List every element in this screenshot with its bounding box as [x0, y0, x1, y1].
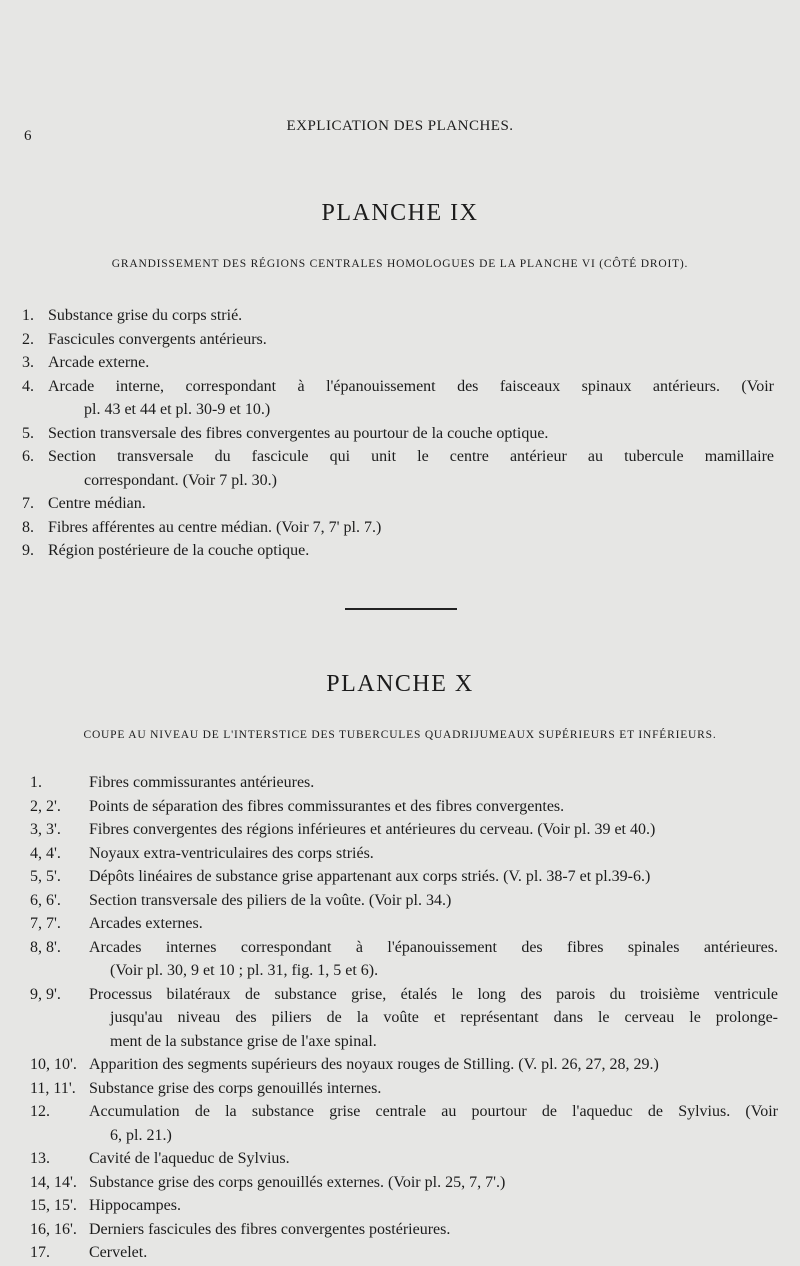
page-number: 6: [24, 128, 32, 144]
item-number: 11, 11'.: [30, 1079, 76, 1097]
item-number: 2.: [22, 330, 34, 348]
list-item: [30, 865, 778, 889]
item-text-line: jusqu'au niveau des piliers de la voûte et représentant dans le cerveau le prolonge-: [110, 1009, 778, 1026]
item-text: [89, 795, 778, 819]
item-text: [89, 818, 778, 842]
list-item: [30, 1077, 778, 1101]
item-number: 1.: [22, 307, 34, 324]
item-text-line: Cavité de l'aqueduc de Sylvius.: [89, 1150, 290, 1167]
item-number: 1.: [30, 774, 42, 791]
list-item: [22, 445, 774, 492]
item-number: 17.: [30, 1244, 50, 1261]
item-number: 9.: [22, 542, 34, 559]
item-text: [48, 516, 774, 540]
list-item: [22, 492, 774, 516]
item-text-line: Fibres convergentes des régions inférieures et antérieures du cerveau. (Voir pl. 39 et 40.): [89, 821, 656, 838]
item-text-line: Substance grise des corps genouillés internes.: [89, 1079, 382, 1097]
item-text-line: Accumulation de la substance grise centrale au pourtour de l'aqueduc de Sylvius. (Voir: [89, 1103, 778, 1120]
item-text: [89, 1171, 778, 1195]
item-number: 8, 8'.: [30, 938, 61, 956]
item-text-line: correspondant. (Voir 7 pl. 30.): [84, 471, 277, 489]
item-number: 4.: [22, 377, 34, 395]
item-text: [48, 492, 774, 516]
list-item: [22, 328, 774, 352]
item-number: 8.: [22, 518, 34, 536]
list-item: [30, 771, 778, 795]
list-item: [30, 842, 778, 866]
item-text-line: Processus bilatéraux de substance grise, étalés le long des parois du troisième ventricule: [89, 985, 778, 1003]
item-text-line: Section transversale des piliers de la voûte. (Voir pl. 34.): [89, 891, 452, 909]
item-text: [48, 422, 774, 446]
item-number: 5, 5'.: [30, 868, 61, 885]
item-text-line: Apparition des segments supérieurs des noyaux rouges de Stilling. (V. pl. 26, 27, 28, 29.): [89, 1056, 659, 1073]
item-number: 15, 15'.: [30, 1197, 77, 1214]
item-text: [89, 912, 778, 936]
item-text-line: Dépôts linéaires de substance grise appartenant aux corps striés. (V. pl. 38-7 et pl.39-6.): [89, 868, 651, 885]
item-number: 7.: [22, 495, 34, 512]
plate-ix-list: [22, 304, 774, 563]
list-item: [30, 912, 778, 936]
plate-x-title: PLANCHE X: [326, 671, 474, 697]
plate-ix-subtitle: GRANDISSEMENT DES RÉGIONS CENTRALES HOMOLOGUES DE LA PLANCHE VI (CÔTÉ DROIT).: [111, 258, 689, 270]
item-text-line: Hippocampes.: [89, 1197, 181, 1214]
plate-x-subtitle: COUPE AU NIVEAU DE L'INTERSTICE DES TUBERCULES QUADRIJUMEAUX SUPÉRIEURS ET INFÉRIEURS.: [83, 729, 717, 741]
item-text: [89, 1077, 778, 1101]
item-text: [89, 771, 778, 795]
list-item: [22, 375, 774, 422]
item-text: [89, 889, 778, 913]
item-text-line: Arcade interne, correspondant à l'épanouissement des faisceaux spinaux antérieurs. (Voir: [48, 377, 774, 395]
item-text-line: pl. 43 et 44 et pl. 30-9 et 10.): [84, 401, 271, 418]
plate-ix-title: PLANCHE IX: [321, 200, 479, 226]
item-text: [89, 983, 778, 1054]
item-text: [48, 328, 774, 352]
item-text-line: Arcades externes.: [89, 915, 203, 932]
item-number: 4, 4'.: [30, 844, 61, 862]
item-text-line: Région postérieure de la couche optique.: [48, 542, 310, 559]
list-item: [30, 1100, 778, 1147]
item-number: 3, 3'.: [30, 821, 61, 838]
item-number: 10, 10'.: [30, 1056, 77, 1073]
list-item: [30, 1241, 778, 1265]
item-number: 2, 2'.: [30, 797, 61, 815]
item-text-line: Section transversale du fascicule qui unit le centre antérieur au tubercule mamillaire: [48, 448, 774, 465]
item-text: [89, 936, 778, 983]
item-text-line: (Voir pl. 30, 9 et 10 ; pl. 31, fig. 1, 5 et 6).: [110, 962, 379, 979]
item-text-line: Fascicules convergents antérieurs.: [48, 330, 267, 348]
item-number: 13.: [30, 1150, 50, 1167]
item-text-line: Section transversale des fibres convergentes au pourtour de la couche optique.: [48, 424, 549, 442]
item-text: [89, 1100, 778, 1147]
item-text-line: Fibres afférentes au centre médian. (Voir 7, 7' pl. 7.): [48, 518, 382, 536]
list-item: [22, 304, 774, 328]
list-item: [22, 351, 774, 375]
list-item: [30, 1194, 778, 1218]
item-number: 16, 16'.: [30, 1220, 77, 1238]
item-number: 9, 9'.: [30, 985, 61, 1003]
list-item: [30, 1053, 778, 1077]
item-text: [89, 1147, 778, 1171]
running-head: EXPLICATION DES PLANCHES.: [286, 118, 514, 134]
item-text-line: Arcades internes correspondant à l'épanouissement des fibres spinales antérieures.: [89, 938, 778, 956]
item-text-line: Fibres commissurantes antérieures.: [89, 774, 315, 791]
list-item: [30, 818, 778, 842]
list-item: [30, 1218, 778, 1242]
item-text-line: Centre médian.: [48, 495, 146, 512]
plate-x-list: [30, 771, 778, 1265]
item-number: 5.: [22, 424, 34, 442]
list-item: [30, 1171, 778, 1195]
item-text: [89, 842, 778, 866]
item-text-line: Arcade externe.: [48, 354, 150, 371]
list-item: [30, 936, 778, 983]
item-text-line: Substance grise du corps strié.: [48, 307, 243, 324]
item-text: [89, 1218, 778, 1242]
item-text-line: 6, pl. 21.): [110, 1126, 172, 1144]
item-text: [89, 1194, 778, 1218]
item-number: 7, 7'.: [30, 915, 61, 932]
item-text-line: Points de séparation des fibres commissurantes et des fibres convergentes.: [89, 797, 565, 815]
item-text: [48, 304, 774, 328]
item-number: 6.: [22, 448, 34, 465]
item-number: 14, 14'.: [30, 1173, 77, 1191]
item-text-line: Derniers fascicules des fibres convergentes postérieures.: [89, 1220, 451, 1238]
item-text-line: Substance grise des corps genouillés externes. (Voir pl. 25, 7, 7'.): [89, 1173, 506, 1191]
item-number: 6, 6'.: [30, 891, 61, 909]
list-item: [30, 983, 778, 1054]
item-text: [89, 1053, 778, 1077]
item-text-line: Cervelet.: [89, 1244, 148, 1261]
item-number: 12.: [30, 1103, 50, 1120]
list-item: [30, 1147, 778, 1171]
item-text: [89, 865, 778, 889]
list-item: [22, 422, 774, 446]
list-item: [22, 516, 774, 540]
item-number: 3.: [22, 354, 34, 371]
list-item: [30, 795, 778, 819]
item-text: [89, 1241, 778, 1265]
list-item: [22, 539, 774, 563]
item-text-line: ment de la substance grise de l'axe spinal.: [110, 1032, 377, 1050]
item-text: [48, 445, 774, 492]
list-item: [30, 889, 778, 913]
item-text-line: Noyaux extra-ventriculaires des corps striés.: [89, 844, 374, 862]
item-text: [48, 375, 774, 422]
section-divider: [345, 608, 457, 610]
item-text: [48, 539, 774, 563]
item-text: [48, 351, 774, 375]
